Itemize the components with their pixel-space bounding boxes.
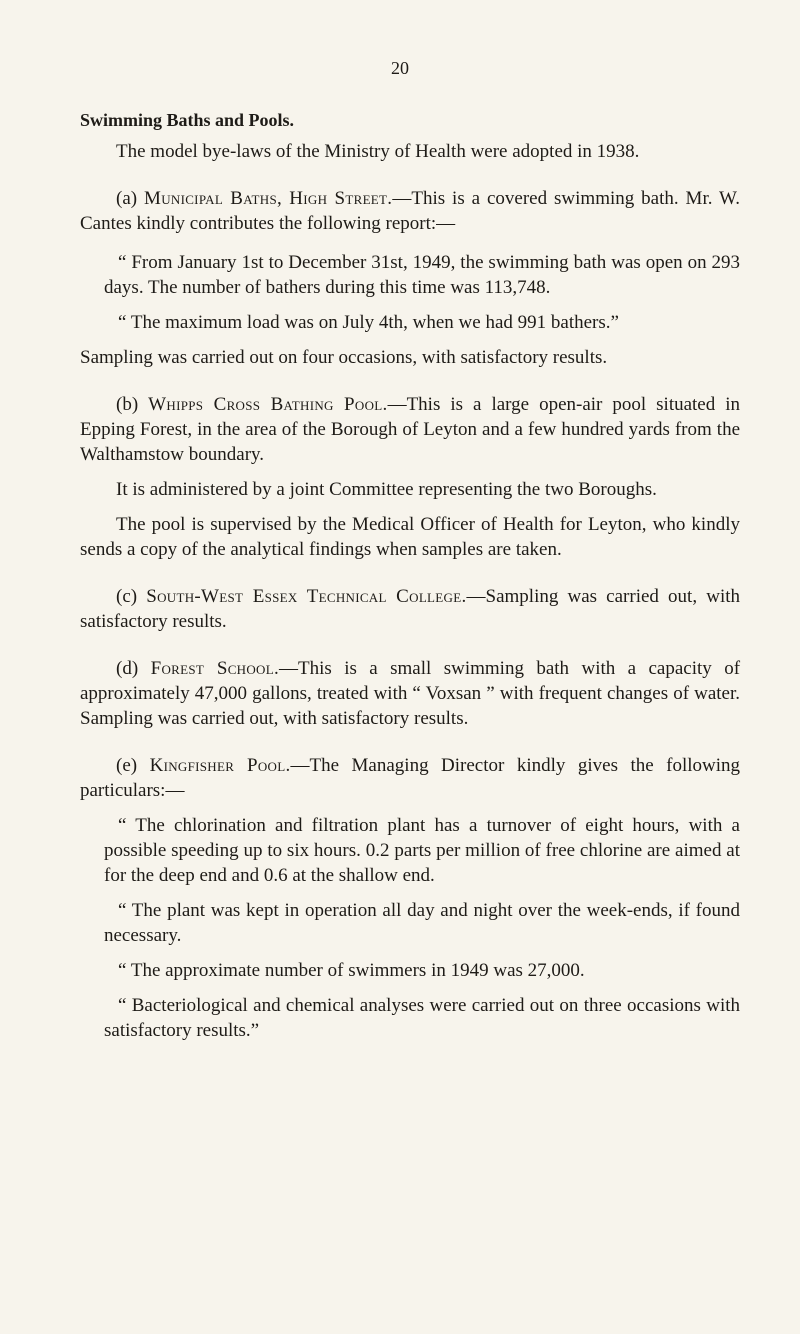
- section-d-title: Forest School.: [150, 658, 280, 679]
- section-heading: Swimming Baths and Pools.: [80, 110, 295, 130]
- section-e-paragraph: [80, 753, 740, 803]
- section-e-title: Kingfisher Pool.: [149, 755, 291, 776]
- section-e-quote-3: “ The approximate number of swimmers in 1949 was 27,000.: [118, 960, 585, 981]
- section-a-text: —This is a covered swimming bath. Mr. W. Cantes kindly contributes the following report:—: [80, 188, 740, 234]
- section-b-text: —This is a large open-air pool situated in Epping Forest, in the area of the Borough of Leyton and a few hundred yards from the Walthamstow boundary.: [80, 394, 741, 465]
- section-a-paragraph: [80, 186, 740, 236]
- section-a-note: Sampling was carried out on four occasions, with satisfactory results.: [80, 347, 608, 368]
- section-b-paragraph-3: The pool is supervised by the Medical Officer of Health for Leyton, who kindly sends a copy of the analytical findings when samples are taken.: [80, 514, 740, 560]
- page-number: 20: [391, 58, 409, 78]
- section-c-title: South-West Essex Technical College.: [146, 586, 467, 607]
- section-c-text: —Sampling was carried out, with satisfactory results.: [80, 586, 740, 632]
- section-b-title: Whipps Cross Bathing Pool.: [148, 394, 388, 415]
- document-body: [80, 108, 740, 1053]
- section-e-quote-2: “ The plant was kept in operation all day and night over the week-ends, if found necessary.: [104, 900, 740, 946]
- section-e-quote-4: “ Bacteriological and chemical analyses were carried out on three occasions with satisfactory results.”: [104, 995, 740, 1041]
- section-a-quote-1: “ From January 1st to December 31st, 1949, the swimming bath was open on 293 days. The number of bathers during this time was 113,748.: [104, 252, 740, 298]
- section-b-label: (b): [116, 394, 139, 415]
- section-c-paragraph: [80, 584, 740, 634]
- section-c-label: (c): [116, 586, 138, 607]
- intro-paragraph: The model bye-laws of the Ministry of Health were adopted in 1938.: [116, 141, 640, 162]
- section-b-paragraph: [80, 392, 740, 467]
- section-e-text: —The Managing Director kindly gives the following particulars:—: [80, 755, 741, 801]
- section-b-paragraph-2: It is administered by a joint Committee representing the two Boroughs.: [116, 479, 657, 500]
- section-a-label: (a): [116, 188, 138, 209]
- section-d-paragraph: [80, 656, 740, 731]
- section-e-quote-1: “ The chlorination and filtration plant has a turnover of eight hours, with a possible speeding up to six hours. 0.2 parts per million of free chlorine are aimed at for the deep end and 0.6 at the shallow end.: [104, 815, 740, 886]
- section-d-label: (d): [116, 658, 139, 679]
- section-d-text: —This is a small swimming bath with a capacity of approximately 47,000 gallons, treated with “ Voxsan ” with frequent changes of water. Sampling was carried out, with satisfactory results.: [80, 658, 741, 729]
- section-e-label: (e): [116, 755, 138, 776]
- section-a-quote-2: “ The maximum load was on July 4th, when we had 991 bathers.”: [118, 312, 619, 333]
- section-a-title: Municipal Baths, High Street.: [144, 188, 393, 209]
